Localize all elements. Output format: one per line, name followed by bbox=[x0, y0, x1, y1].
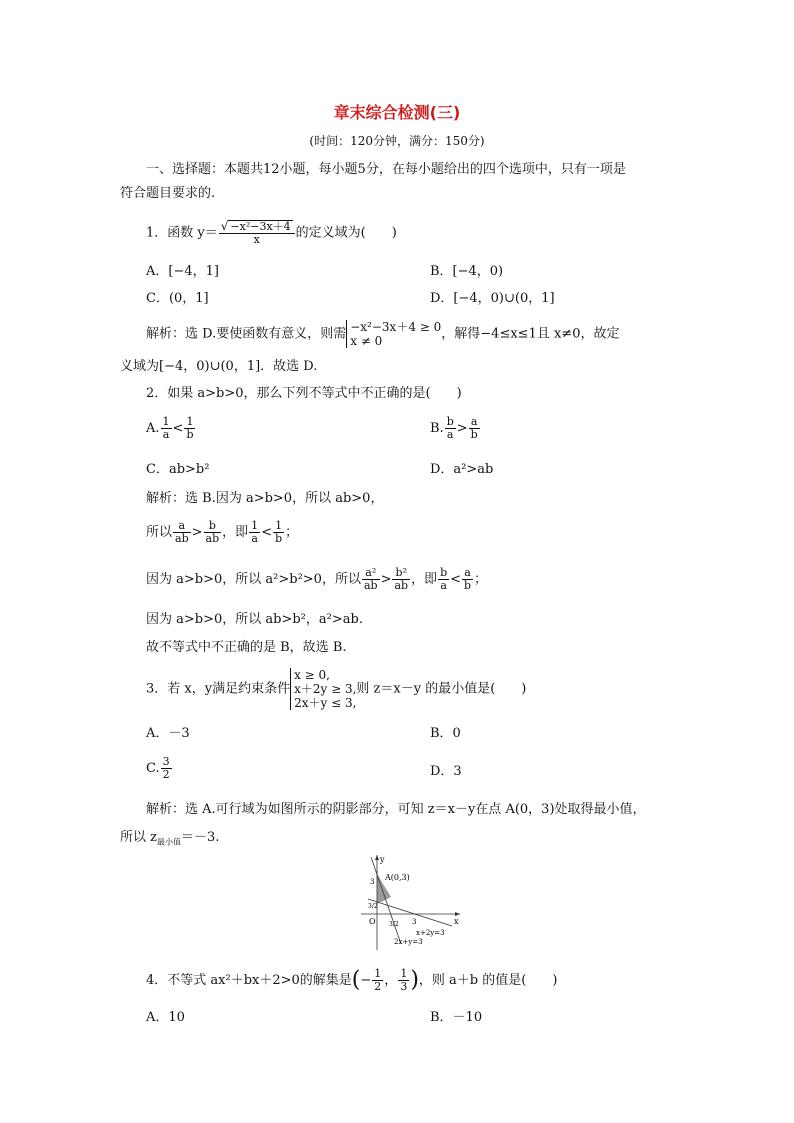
x-tick-3-2: 3/2 bbox=[389, 921, 399, 928]
x-tick-3: 3 bbox=[412, 918, 417, 926]
q1-fraction: $\frac{\text{√ −x²−3x＋4}}{x}$ bbox=[219, 220, 295, 246]
q2-option-d: D．a²>ab bbox=[430, 462, 494, 477]
q3-option-d: D．3 bbox=[430, 764, 462, 779]
q1-suffix: 的定义域为( ) bbox=[295, 225, 397, 241]
line-label-x-2y-3: x+2y=3 bbox=[416, 929, 445, 937]
q4-option-b: B．－10 bbox=[430, 1010, 483, 1025]
section-instructions-line2: 符合题目要求的. bbox=[120, 186, 216, 201]
y-tick-3-2: 3/2 bbox=[368, 903, 378, 910]
q1-option-a: A．[−4，1] bbox=[146, 264, 219, 279]
y-tick-3: 3 bbox=[370, 878, 375, 886]
q2-solution-line2: 所以 $\frac{a}{ab}$ > $\frac{b}{ab}$ ，即 $\frac{1}{a}$ < $\frac{1}{b}$ ； bbox=[146, 519, 299, 545]
point-a-label: A(0,3) bbox=[385, 873, 410, 882]
q2-solution-line5: 故不等式中不正确的是 B，故选 B. bbox=[146, 640, 347, 655]
q2-solution-line3: 因为 a>b>0，所以 a²>b²>0，所以 $\frac{\text{a²}}{ab}$ > $\frac{\text{b²}}{ab}$ ，即 $\frac{b}{a}$ < $\frac{a}{b}$ ； bbox=[146, 566, 488, 592]
q1-solution-line1: 解析：选 D.要使函数有意义，则需 −x²−3x＋4 ≥ 0 x ≠ 0 ，解得−4≤x≤1且 x≠0，故定 bbox=[146, 320, 620, 348]
q1-option-b: B．[−4，0) bbox=[430, 264, 504, 279]
q3-solution-line1: 解析：选 A.可行域为如图所示的阴影部分，可知 z＝x－y在点 A(0，3)处取得最小值， bbox=[146, 802, 646, 817]
origin-label: O bbox=[369, 917, 376, 926]
line-x-2y-3 bbox=[368, 899, 452, 926]
q2-option-a: A. $\frac{1}{a}$ < $\frac{1}{b}$ bbox=[146, 415, 194, 441]
section-instructions-line1: 一、选择题：本题共12小题，每小题5分，在每小题给出的四个选项中，只有一项是 bbox=[146, 162, 626, 177]
q1-prefix: 1．函数 y＝ bbox=[146, 225, 218, 241]
page-title: 章末综合检测(三) bbox=[333, 103, 461, 122]
question-1-stem bbox=[146, 220, 397, 246]
x-axis-label: x bbox=[454, 917, 459, 926]
q2-solution-line4: 因为 a>b>0，所以 ab>b²，a²>ab. bbox=[146, 612, 363, 627]
q1-denominator: x bbox=[253, 233, 260, 246]
q3-system: x ≥ 0, x＋2y ≥ 3, 2x＋y ≤ 3, bbox=[290, 668, 356, 710]
question-2-stem: 2．如果 a>b>0，那么下列不等式中不正确的是( ) bbox=[146, 386, 462, 401]
q1-option-c: C．(0，1] bbox=[146, 291, 209, 306]
question-4-stem: 4．不等式 ax²＋bx＋2>0的解集是(− $\frac{1}{2}$ ， $\frac{1}{3}$ )，则 a＋b 的值是( ) bbox=[146, 967, 558, 993]
q2-option-c: C．ab>b² bbox=[146, 462, 210, 477]
q2-option-b: B. $\frac{b}{a}$ > $\frac{a}{b}$ bbox=[430, 415, 478, 441]
y-axis-label: y bbox=[380, 855, 385, 864]
q3-option-b: B．0 bbox=[430, 726, 461, 741]
q1-solution-line2: 义域为[−4，0)∪(0，1]．故选 D. bbox=[120, 359, 318, 374]
exam-subtitle: (时间：120分钟，满分：150分) bbox=[309, 134, 485, 148]
q3-option-c: C. $\frac{3}{2}$ bbox=[146, 755, 170, 781]
line-2x-y-3 bbox=[371, 857, 401, 944]
line-label-2x-y-3: 2x+y=3 bbox=[394, 938, 423, 946]
q1-numerator: −x²−3x＋4 bbox=[230, 220, 291, 233]
q3-solution-line2: 所以 $z_{最小值}=-3$. bbox=[120, 830, 220, 847]
q2-solution-line1: 解析：选 B.因为 a>b>0，所以 ab>0， bbox=[146, 491, 384, 506]
q4-option-a: A．10 bbox=[146, 1010, 185, 1025]
q1-system: −x²−3x＋4 ≥ 0 x ≠ 0 bbox=[346, 320, 441, 348]
q3-option-a: A．－3 bbox=[146, 726, 190, 741]
question-3-stem: 3．若 x，y满足约束条件 x ≥ 0, x＋2y ≥ 3, 2x＋y ≤ 3, 则 z＝x－y 的最小值是( ) bbox=[146, 668, 527, 710]
q1-option-d: D．[−4，0)∪(0，1] bbox=[430, 291, 555, 306]
feasible-region-graph bbox=[356, 852, 466, 952]
